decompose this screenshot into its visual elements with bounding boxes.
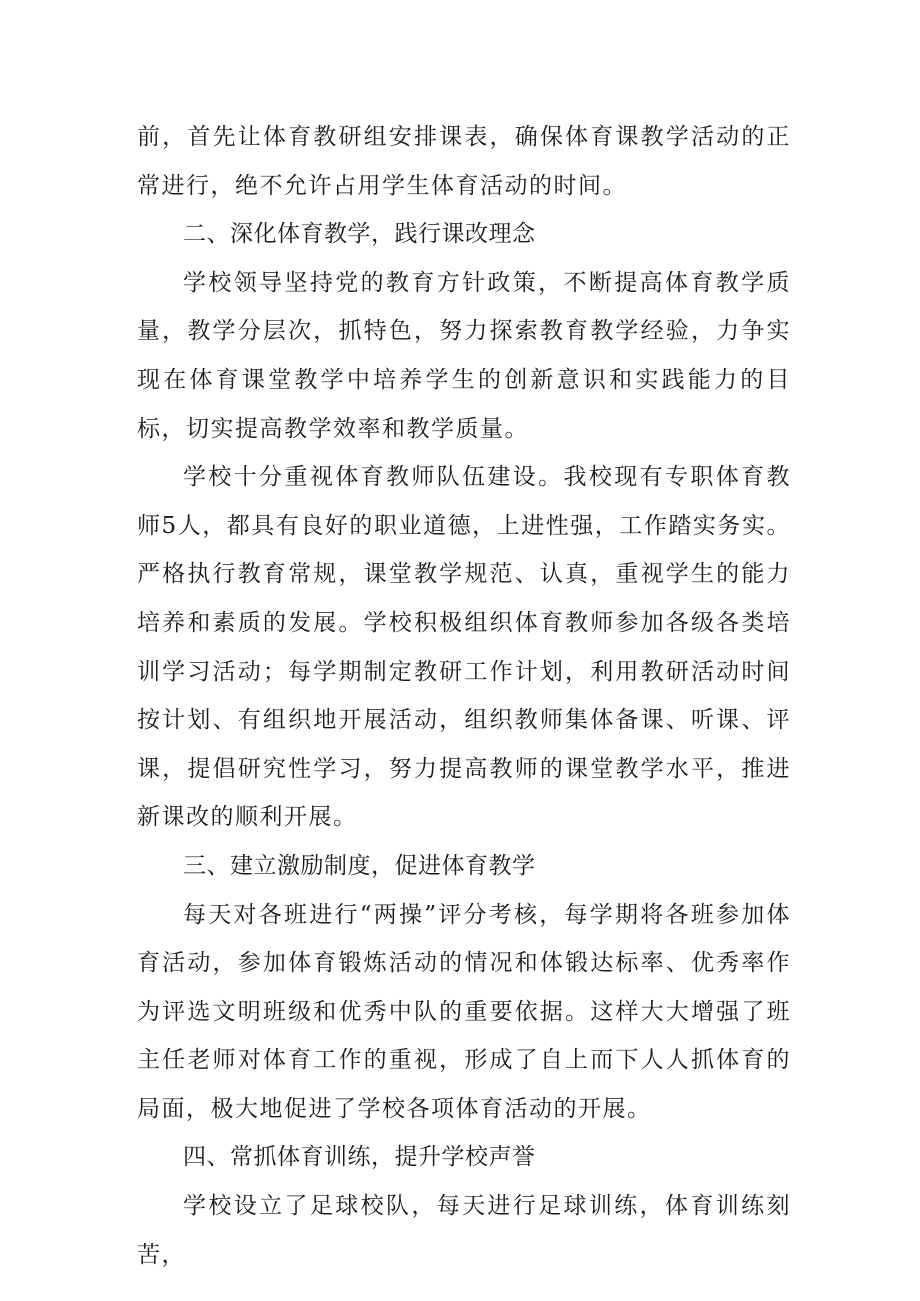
section-heading-2: 二、深化体育教学，践行课改理念 (183, 221, 536, 248)
section-heading-3: 三、建立激励制度，促进体育教学 (183, 852, 536, 879)
document-body (137, 113, 791, 1279)
section-heading-4: 四、常抓体育训练，提升学校声誉 (183, 1144, 536, 1171)
paragraph-teacher-team: 学校十分重视体育教师队伍建设。我校现有专职体育教师5人，都具有良好的职业道德，上进性强，工作踏实务实。严格执行教育常规，课堂教学规范、认真，重视学生的能力培养和素质的发展。学校积极组织体育教师参加各级各类培训学习活动；每学期制定教研工作计划，利用教研活动时间按计划、有组织地开展活动，组织教师集体备课、听课、评课，提倡研究性学习，努力提高教师的课堂教学水平，推进新课改的顺利开展。 (137, 464, 791, 831)
paragraph-incentive: 每天对各班进行“两操”评分考核，每学期将各班参加体育活动，参加体育锻炼活动的情况和体锻达标率、优秀率作为评选文明班级和优秀中队的重要依据。这样大大增强了班主任老师对体育工作的重视，形成了自上而下人人抓体育的局面，极大地促进了学校各项体育活动的开展。 (137, 901, 791, 1122)
paragraph-training: 学校设立了足球校队，每天进行足球训练，体育训练刻苦， (137, 1193, 791, 1268)
paragraph-teaching-quality: 学校领导坚持党的教育方针政策，不断提高体育教学质量，教学分层次，抓特色，努力探索教育教学经验，力争实现在体育课堂教学中培养学生的创新意识和实践能力的目标，切实提高教学效率和教学质量。 (137, 269, 791, 442)
paragraph-continuation: 前，首先让体育教研组安排课表，确保体育课教学活动的正常进行，绝不允许占用学生体育活动的时间。 (137, 124, 791, 199)
